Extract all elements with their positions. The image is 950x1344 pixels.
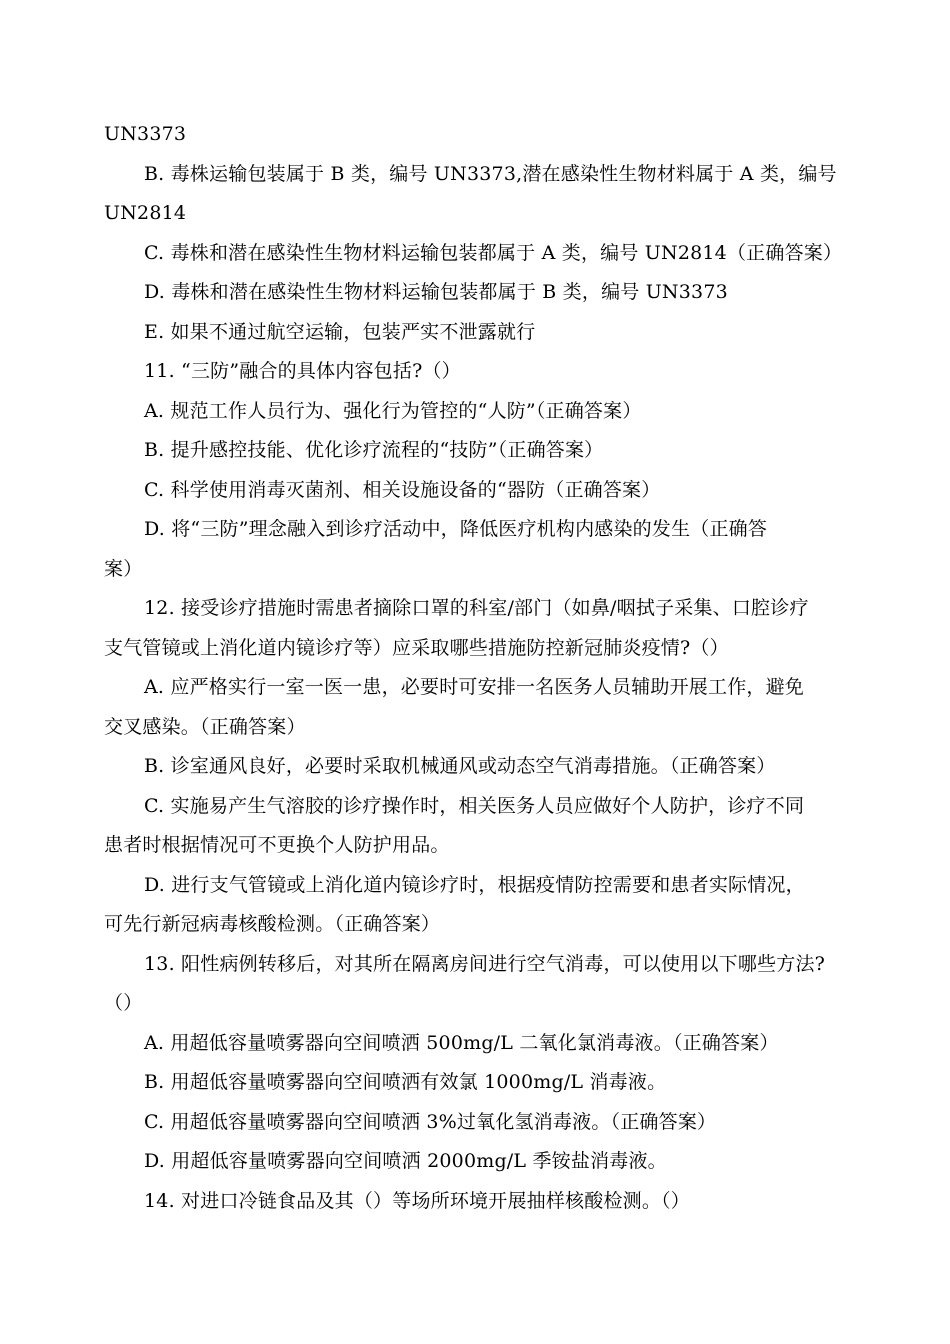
text-line: D. 用超低容量喷雾器向空间喷洒 2000mg/L 季铵盐消毒液。 — [144, 1150, 667, 1172]
text-line: D. 将“三防”理念融入到诊疗活动中，降低医疗机构内感染的发生（正确答 — [144, 518, 768, 540]
text-line: C. 毒株和潜在感染性生物材料运输包装都属于 A 类，编号 UN2814（正确答案） — [144, 241, 843, 264]
text-line: C. 实施易产生气溶胶的诊疗操作时，相关医务人员应做好个人防护，诊疗不同 — [144, 794, 805, 817]
text-line: A. 应严格实行一室一医一患，必要时可安排一名医务人员辅助开展工作，避免 — [144, 676, 805, 698]
text-line: B. 毒株运输包装属于 B 类，编号 UN3373,潜在感染性生物材料属于 A 类，编号 — [144, 162, 837, 185]
text-line: 交叉感染。（正确答案） — [104, 715, 306, 738]
text-line: A. 规范工作人员行为、强化行为管控的“人防”（正确答案） — [144, 399, 642, 422]
question-heading: 12. 接受诊疗措施时需患者摘除口罩的科室/部门（如鼻/咽拭子采集、口腔诊疗 — [144, 597, 809, 619]
question-heading: 14. 对进口冷链食品及其（）等场所环境开展抽样核酸检测。（） — [144, 1189, 690, 1212]
text-line: D. 毒株和潜在感染性生物材料运输包装都属于 B 类，编号 UN3373 — [144, 281, 728, 303]
text-line: B. 提升感控技能、优化诊疗流程的“技防”（正确答案） — [144, 439, 604, 461]
text-line: 患者时根据情况可不更换个人防护用品。 — [104, 834, 450, 856]
text-line: （） — [104, 992, 143, 1014]
text-line: D. 进行支气管镜或上消化道内镜诊疗时，根据疫情防控需要和患者实际情况， — [144, 873, 805, 896]
text-line: C. 科学使用消毒灭菌剂、相关设施设备的“器防（正确答案） — [144, 478, 661, 501]
text-line: 支气管镜或上消化道内镜诊疗等）应采取哪些措施防控新冠肺炎疫情?（） — [104, 636, 729, 659]
text-line: E. 如果不通过航空运输，包装严实不泄露就行 — [144, 320, 536, 343]
document-body — [104, 115, 849, 1221]
question-heading: 13. 阳性病例转移后，对其所在隔离房间进行空气消毒，可以使用以下哪些方法? — [144, 952, 826, 975]
text-line: UN3373 — [104, 123, 187, 145]
text-line: B. 用超低容量喷雾器向空间喷洒有效氯 1000mg/L 消毒液。 — [144, 1071, 667, 1093]
text-line: 可先行新冠病毒核酸检测。（正确答案） — [104, 913, 441, 935]
text-line: 案） — [104, 557, 143, 580]
text-line: UN2814 — [104, 202, 187, 224]
text-line: C. 用超低容量喷雾器向空间喷洒 3%过氧化氢消毒液。（正确答案） — [144, 1110, 717, 1133]
text-line: B. 诊室通风良好，必要时采取机械通风或动态空气消毒措施。（正确答案） — [144, 755, 776, 777]
question-heading: 11. “三防”融合的具体内容包括?（） — [144, 360, 461, 382]
text-line: A. 用超低容量喷雾器向空间喷洒 500mg/L 二氧化氯消毒液。（正确答案） — [144, 1031, 779, 1054]
